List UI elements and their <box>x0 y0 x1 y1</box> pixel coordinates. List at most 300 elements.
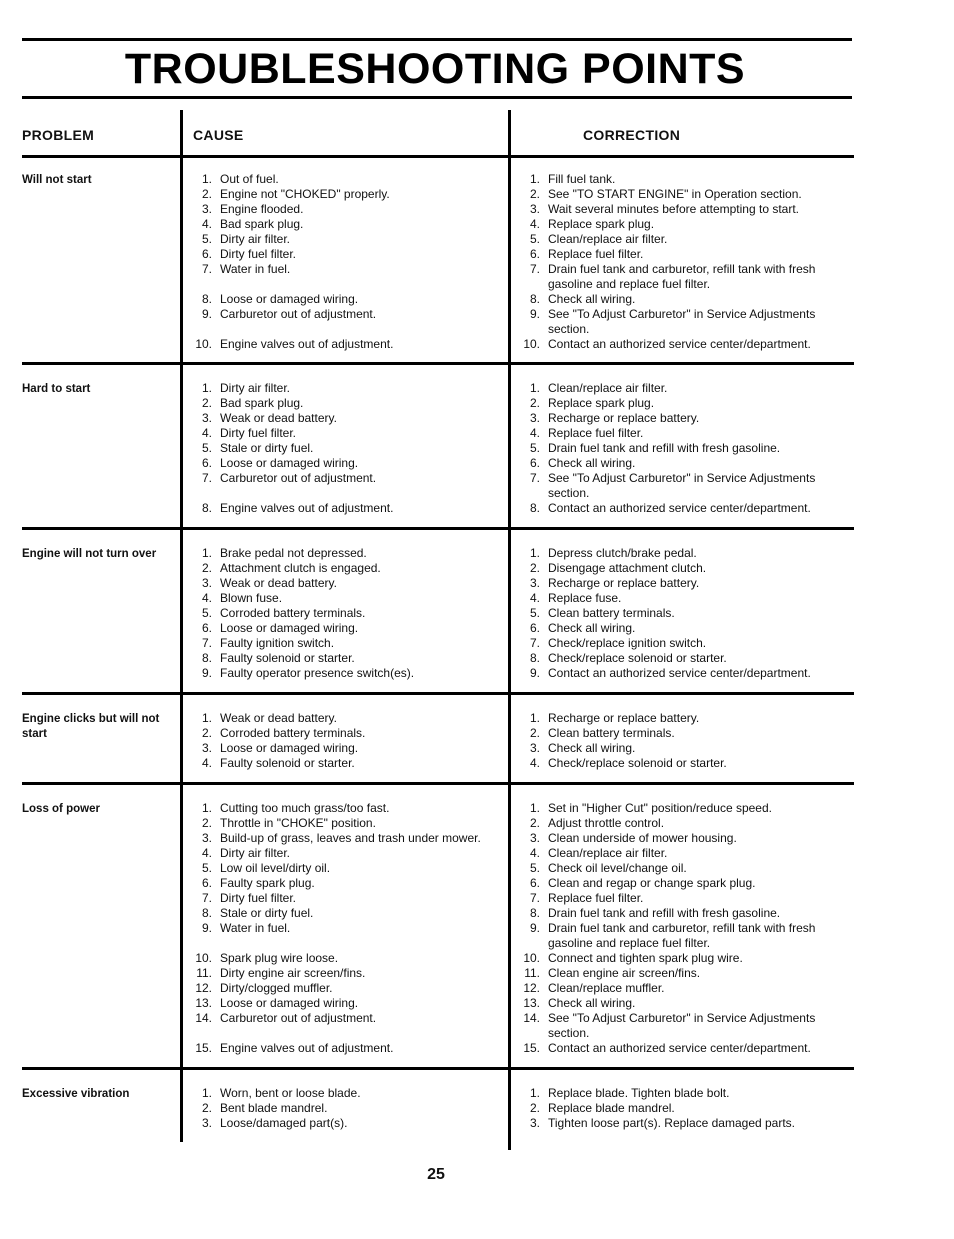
item-text: Corroded battery terminals. <box>220 606 366 620</box>
item-number: 9. <box>529 921 540 935</box>
item-text: Recharge or replace battery. <box>548 576 700 590</box>
item-text: Clean and regap or change spark plug. <box>548 876 756 890</box>
item-text: Engine not "CHOKED" properly. <box>220 187 390 201</box>
item-text: Replace blade. Tighten blade bolt. <box>548 1086 730 1100</box>
correction-item <box>516 1011 846 1041</box>
item-number: 1. <box>529 711 540 725</box>
cause-item <box>188 981 506 996</box>
title-rule-bottom <box>22 96 852 99</box>
correction-item <box>516 861 846 876</box>
problem-label: Will not start <box>22 174 92 186</box>
item-number: 8. <box>529 651 540 665</box>
cause-item <box>188 756 506 771</box>
item-number: 13. <box>523 996 540 1010</box>
item-number: 3. <box>529 411 540 425</box>
item-number: 8. <box>529 906 540 920</box>
item-number: 2. <box>529 816 540 830</box>
item-text: Loose or damaged wiring. <box>220 621 359 635</box>
item-text: Loose/damaged part(s). <box>220 1116 348 1130</box>
item-text: Contact an authorized service center/department. <box>548 337 811 351</box>
cause-item <box>188 861 506 876</box>
item-text: Dirty air filter. <box>220 381 291 395</box>
item-text: Check/replace ignition switch. <box>548 636 707 650</box>
item-text: Clean/replace air filter. <box>548 846 668 860</box>
correction-item <box>516 876 846 891</box>
cause-item <box>188 921 506 936</box>
item-text: Check all wiring. <box>548 996 636 1010</box>
cause-item <box>188 996 506 1011</box>
cause-item <box>188 1101 506 1116</box>
correction-item <box>516 1041 846 1056</box>
item-text: Engine flooded. <box>220 202 304 216</box>
correction-list <box>516 1086 846 1131</box>
header-problem: PROBLEM <box>22 127 95 143</box>
item-text: Disengage attachment clutch. <box>548 561 707 575</box>
cause-item <box>188 1116 506 1131</box>
item-number: 3. <box>201 831 212 845</box>
item-text: Bad spark plug. <box>220 217 304 231</box>
section-rule <box>22 692 854 695</box>
item-number: 10. <box>195 337 212 351</box>
item-text: Weak or dead battery. <box>220 711 337 725</box>
item-number: 3. <box>529 831 540 845</box>
item-number: 6. <box>201 247 212 261</box>
item-text: Faulty solenoid or starter. <box>220 651 355 665</box>
item-number: 4. <box>201 846 212 860</box>
item-number: 6. <box>201 876 212 890</box>
item-text: Engine valves out of adjustment. <box>220 501 394 515</box>
item-number: 3. <box>201 1116 212 1130</box>
item-number: 1. <box>201 381 212 395</box>
item-number: 5. <box>201 232 212 246</box>
item-number: 2. <box>529 187 540 201</box>
item-text: See "To Adjust Carburetor" in Service Adjustments section. <box>548 307 816 336</box>
cause-item <box>188 951 506 966</box>
item-number: 2. <box>201 816 212 830</box>
cause-item <box>188 262 506 277</box>
item-number: 3. <box>529 576 540 590</box>
item-text: Stale or dirty fuel. <box>220 906 314 920</box>
item-text: Build-up of grass, leaves and trash under mower. <box>220 831 481 845</box>
item-number: 2. <box>201 561 212 575</box>
item-text: Replace fuel filter. <box>548 247 644 261</box>
item-text: Dirty fuel filter. <box>220 426 297 440</box>
item-text: Carburetor out of adjustment. <box>220 307 377 321</box>
cause-item <box>188 561 506 576</box>
correction-item <box>516 651 846 666</box>
item-text: Bent blade mandrel. <box>220 1101 328 1115</box>
item-number: 3. <box>529 1116 540 1130</box>
item-text: Check all wiring. <box>548 741 636 755</box>
list-spacer <box>188 322 506 337</box>
correction-item <box>516 891 846 906</box>
correction-item <box>516 262 846 292</box>
item-text: Clean/replace air filter. <box>548 381 668 395</box>
cause-item <box>188 546 506 561</box>
item-text: Drain fuel tank and carburetor, refill tank with fresh gasoline and replace fuel filter. <box>548 921 816 950</box>
item-number: 7. <box>529 471 540 485</box>
cause-item <box>188 966 506 981</box>
item-text: Brake pedal not depressed. <box>220 546 367 560</box>
item-number: 10. <box>195 951 212 965</box>
item-text: Connect and tighten spark plug wire. <box>548 951 743 965</box>
item-number: 1. <box>529 381 540 395</box>
item-text: Bad spark plug. <box>220 396 304 410</box>
correction-item <box>516 292 846 307</box>
correction-item <box>516 966 846 981</box>
item-text: Carburetor out of adjustment. <box>220 1011 377 1025</box>
correction-item <box>516 756 846 771</box>
correction-list <box>516 546 846 681</box>
item-text: Low oil level/dirty oil. <box>220 861 331 875</box>
cause-list <box>188 1086 506 1131</box>
cause-item <box>188 576 506 591</box>
item-number: 2. <box>201 1101 212 1115</box>
item-number: 5. <box>529 232 540 246</box>
item-text: Check/replace solenoid or starter. <box>548 756 727 770</box>
item-number: 15. <box>195 1041 212 1055</box>
item-text: Drain fuel tank and refill with fresh gasoline. <box>548 441 781 455</box>
header-cause: CAUSE <box>193 127 244 143</box>
cause-item <box>188 381 506 396</box>
item-text: Engine valves out of adjustment. <box>220 1041 394 1055</box>
item-text: Clean engine air screen/fins. <box>548 966 701 980</box>
correction-item <box>516 546 846 561</box>
title-rule-top <box>22 38 852 41</box>
item-text: Clean battery terminals. <box>548 606 675 620</box>
item-number: 12. <box>523 981 540 995</box>
cause-item <box>188 1011 506 1026</box>
correction-item <box>516 426 846 441</box>
cause-item <box>188 456 506 471</box>
item-number: 1. <box>201 172 212 186</box>
correction-list <box>516 381 846 516</box>
divider-cause-correction <box>508 110 511 1150</box>
item-number: 3. <box>529 741 540 755</box>
cause-item <box>188 426 506 441</box>
item-text: See "To Adjust Carburetor" in Service Adjustments section. <box>548 1011 816 1040</box>
item-text: Faulty spark plug. <box>220 876 315 890</box>
item-number: 9. <box>201 921 212 935</box>
cause-item <box>188 636 506 651</box>
item-text: Clean battery terminals. <box>548 726 675 740</box>
item-text: Loose or damaged wiring. <box>220 996 359 1010</box>
cause-item <box>188 711 506 726</box>
item-number: 4. <box>529 217 540 231</box>
correction-list <box>516 711 846 771</box>
item-number: 2. <box>529 1101 540 1115</box>
item-number: 7. <box>201 891 212 905</box>
item-text: Loose or damaged wiring. <box>220 292 359 306</box>
item-number: 5. <box>201 861 212 875</box>
cause-item <box>188 202 506 217</box>
item-text: Spark plug wire loose. <box>220 951 339 965</box>
correction-item <box>516 711 846 726</box>
correction-item <box>516 606 846 621</box>
correction-item <box>516 202 846 217</box>
item-text: Check oil level/change oil. <box>548 861 687 875</box>
item-number: 6. <box>529 621 540 635</box>
item-number: 5. <box>529 441 540 455</box>
item-text: Check all wiring. <box>548 456 636 470</box>
item-text: Dirty fuel filter. <box>220 247 297 261</box>
item-number: 13. <box>195 996 212 1010</box>
item-text: Weak or dead battery. <box>220 411 337 425</box>
cause-list <box>188 172 506 352</box>
correction-item <box>516 337 846 352</box>
item-text: Dirty air filter. <box>220 232 291 246</box>
item-text: Water in fuel. <box>220 921 291 935</box>
problem-label: Hard to start <box>22 383 91 395</box>
cause-list <box>188 711 506 771</box>
correction-item <box>516 411 846 426</box>
item-number: 9. <box>201 666 212 680</box>
item-text: Faulty ignition switch. <box>220 636 335 650</box>
item-number: 1. <box>201 1086 212 1100</box>
item-number: 6. <box>201 621 212 635</box>
item-number: 1. <box>201 711 212 725</box>
item-number: 5. <box>201 441 212 455</box>
correction-list <box>516 801 846 1056</box>
item-text: Carburetor out of adjustment. <box>220 471 377 485</box>
correction-item <box>516 906 846 921</box>
section-rule <box>22 1067 854 1070</box>
cause-item <box>188 666 506 681</box>
cause-item <box>188 337 506 352</box>
cause-item <box>188 651 506 666</box>
item-number: 2. <box>529 396 540 410</box>
cause-item <box>188 876 506 891</box>
item-text: Replace spark plug. <box>548 396 655 410</box>
cause-item <box>188 906 506 921</box>
item-number: 4. <box>529 846 540 860</box>
item-number: 8. <box>529 501 540 515</box>
item-number: 2. <box>201 396 212 410</box>
page-number: 25 <box>427 1166 445 1183</box>
cause-item <box>188 217 506 232</box>
cause-list <box>188 381 506 516</box>
item-number: 1. <box>201 546 212 560</box>
item-text: Wait several minutes before attempting to start. <box>548 202 799 216</box>
section-rule <box>22 362 854 365</box>
problem-label: Excessive vibration <box>22 1088 130 1100</box>
item-number: 7. <box>529 891 540 905</box>
item-number: 15. <box>523 1041 540 1055</box>
item-text: Check all wiring. <box>548 292 636 306</box>
item-text: Clean underside of mower housing. <box>548 831 737 845</box>
item-text: Corroded battery terminals. <box>220 726 366 740</box>
correction-item <box>516 921 846 951</box>
correction-item <box>516 1101 846 1116</box>
cause-item <box>188 232 506 247</box>
correction-item <box>516 666 846 681</box>
item-text: Cutting too much grass/too fast. <box>220 801 390 815</box>
cause-item <box>188 292 506 307</box>
correction-item <box>516 247 846 262</box>
correction-item <box>516 456 846 471</box>
item-text: Out of fuel. <box>220 172 279 186</box>
correction-item <box>516 831 846 846</box>
list-spacer <box>188 486 506 501</box>
cause-item <box>188 846 506 861</box>
item-number: 6. <box>529 876 540 890</box>
item-text: Faulty solenoid or starter. <box>220 756 355 770</box>
correction-item <box>516 172 846 187</box>
item-text: See "TO START ENGINE" in Operation section. <box>548 187 802 201</box>
item-text: Contact an authorized service center/department. <box>548 1041 811 1055</box>
item-number: 3. <box>529 202 540 216</box>
item-text: Drain fuel tank and carburetor, refill tank with fresh gasoline and replace fuel filter. <box>548 262 816 291</box>
item-text: See "To Adjust Carburetor" in Service Adjustments section. <box>548 471 816 500</box>
item-number: 2. <box>529 726 540 740</box>
item-number: 1. <box>529 172 540 186</box>
item-text: Depress clutch/brake pedal. <box>548 546 697 560</box>
cause-item <box>188 606 506 621</box>
list-spacer <box>188 1026 506 1041</box>
item-text: Recharge or replace battery. <box>548 411 700 425</box>
correction-item <box>516 441 846 456</box>
correction-item <box>516 501 846 516</box>
item-text: Clean/replace muffler. <box>548 981 665 995</box>
item-number: 2. <box>201 726 212 740</box>
correction-item <box>516 576 846 591</box>
item-number: 1. <box>529 546 540 560</box>
correction-item <box>516 816 846 831</box>
item-text: Stale or dirty fuel. <box>220 441 314 455</box>
item-text: Loose or damaged wiring. <box>220 741 359 755</box>
item-text: Dirty air filter. <box>220 846 291 860</box>
item-text: Replace fuel filter. <box>548 426 644 440</box>
item-number: 11. <box>196 966 212 980</box>
item-number: 10. <box>523 337 540 351</box>
item-text: Recharge or replace battery. <box>548 711 700 725</box>
header-correction: CORRECTION <box>583 127 681 143</box>
correction-item <box>516 726 846 741</box>
cause-item <box>188 411 506 426</box>
item-text: Replace blade mandrel. <box>548 1101 675 1115</box>
correction-item <box>516 591 846 606</box>
cause-item <box>188 247 506 262</box>
correction-item <box>516 561 846 576</box>
item-text: Engine valves out of adjustment. <box>220 337 394 351</box>
item-text: Adjust throttle control. <box>548 816 665 830</box>
item-text: Replace fuse. <box>548 591 622 605</box>
correction-item <box>516 187 846 202</box>
item-number: 1. <box>529 801 540 815</box>
item-number: 14. <box>195 1011 212 1025</box>
item-number: 4. <box>201 756 212 770</box>
item-number: 3. <box>201 411 212 425</box>
cause-item <box>188 891 506 906</box>
list-spacer <box>188 277 506 292</box>
item-text: Dirty/clogged muffler. <box>220 981 333 995</box>
item-number: 3. <box>201 741 212 755</box>
correction-list <box>516 172 846 352</box>
list-spacer <box>188 936 506 951</box>
item-number: 7. <box>201 471 212 485</box>
correction-item <box>516 307 846 337</box>
item-text: Clean/replace air filter. <box>548 232 668 246</box>
item-text: Check all wiring. <box>548 621 636 635</box>
item-text: Replace fuel filter. <box>548 891 644 905</box>
correction-item <box>516 636 846 651</box>
cause-item <box>188 621 506 636</box>
page-title: TROUBLESHOOTING POINTS <box>124 45 746 93</box>
item-number: 5. <box>201 606 212 620</box>
problem-label: Engine will not turn over <box>22 548 157 560</box>
cause-item <box>188 816 506 831</box>
item-number: 4. <box>529 591 540 605</box>
item-number: 6. <box>529 247 540 261</box>
cause-item <box>188 187 506 202</box>
item-number: 8. <box>201 651 212 665</box>
divider-problem-cause <box>180 110 183 1142</box>
item-number: 8. <box>201 292 212 306</box>
item-number: 3. <box>201 576 212 590</box>
item-number: 12. <box>195 981 212 995</box>
item-text: Fill fuel tank. <box>548 172 616 186</box>
item-number: 9. <box>201 307 212 321</box>
correction-item <box>516 621 846 636</box>
cause-item <box>188 726 506 741</box>
cause-item <box>188 396 506 411</box>
item-number: 4. <box>529 756 540 770</box>
correction-item <box>516 1086 846 1101</box>
correction-item <box>516 996 846 1011</box>
item-text: Faulty operator presence switch(es). <box>220 666 415 680</box>
item-text: Drain fuel tank and refill with fresh gasoline. <box>548 906 781 920</box>
cause-item <box>188 1041 506 1056</box>
correction-item <box>516 381 846 396</box>
cause-item <box>188 1086 506 1101</box>
item-text: Loose or damaged wiring. <box>220 456 359 470</box>
correction-item <box>516 217 846 232</box>
cause-item <box>188 591 506 606</box>
item-number: 7. <box>529 636 540 650</box>
item-number: 10. <box>523 951 540 965</box>
item-text: Set in "Higher Cut" position/reduce speed. <box>548 801 772 815</box>
item-text: Contact an authorized service center/department. <box>548 666 811 680</box>
cause-list <box>188 801 506 1056</box>
problem-label: Engine clicks but will not start <box>22 713 160 740</box>
item-number: 6. <box>201 456 212 470</box>
item-text: Tighten loose part(s). Replace damaged parts. <box>548 1116 796 1130</box>
item-text: Attachment clutch is engaged. <box>220 561 381 575</box>
item-number: 5. <box>529 861 540 875</box>
correction-item <box>516 471 846 501</box>
item-number: 4. <box>529 426 540 440</box>
item-number: 4. <box>201 426 212 440</box>
item-number: 1. <box>529 1086 540 1100</box>
item-number: 2. <box>201 187 212 201</box>
correction-item <box>516 396 846 411</box>
item-number: 6. <box>529 456 540 470</box>
item-text: Dirty engine air screen/fins. <box>220 966 366 980</box>
correction-item <box>516 1116 846 1131</box>
cause-item <box>188 801 506 816</box>
item-number: 7. <box>201 262 212 276</box>
problem-label: Loss of power <box>22 803 100 815</box>
item-number: 4. <box>201 591 212 605</box>
section-rule <box>22 527 854 530</box>
item-number: 2. <box>529 561 540 575</box>
item-text: Replace spark plug. <box>548 217 655 231</box>
item-text: Throttle in "CHOKE" position. <box>220 816 376 830</box>
item-number: 8. <box>201 501 212 515</box>
item-number: 8. <box>529 292 540 306</box>
correction-item <box>516 846 846 861</box>
item-number: 3. <box>201 202 212 216</box>
